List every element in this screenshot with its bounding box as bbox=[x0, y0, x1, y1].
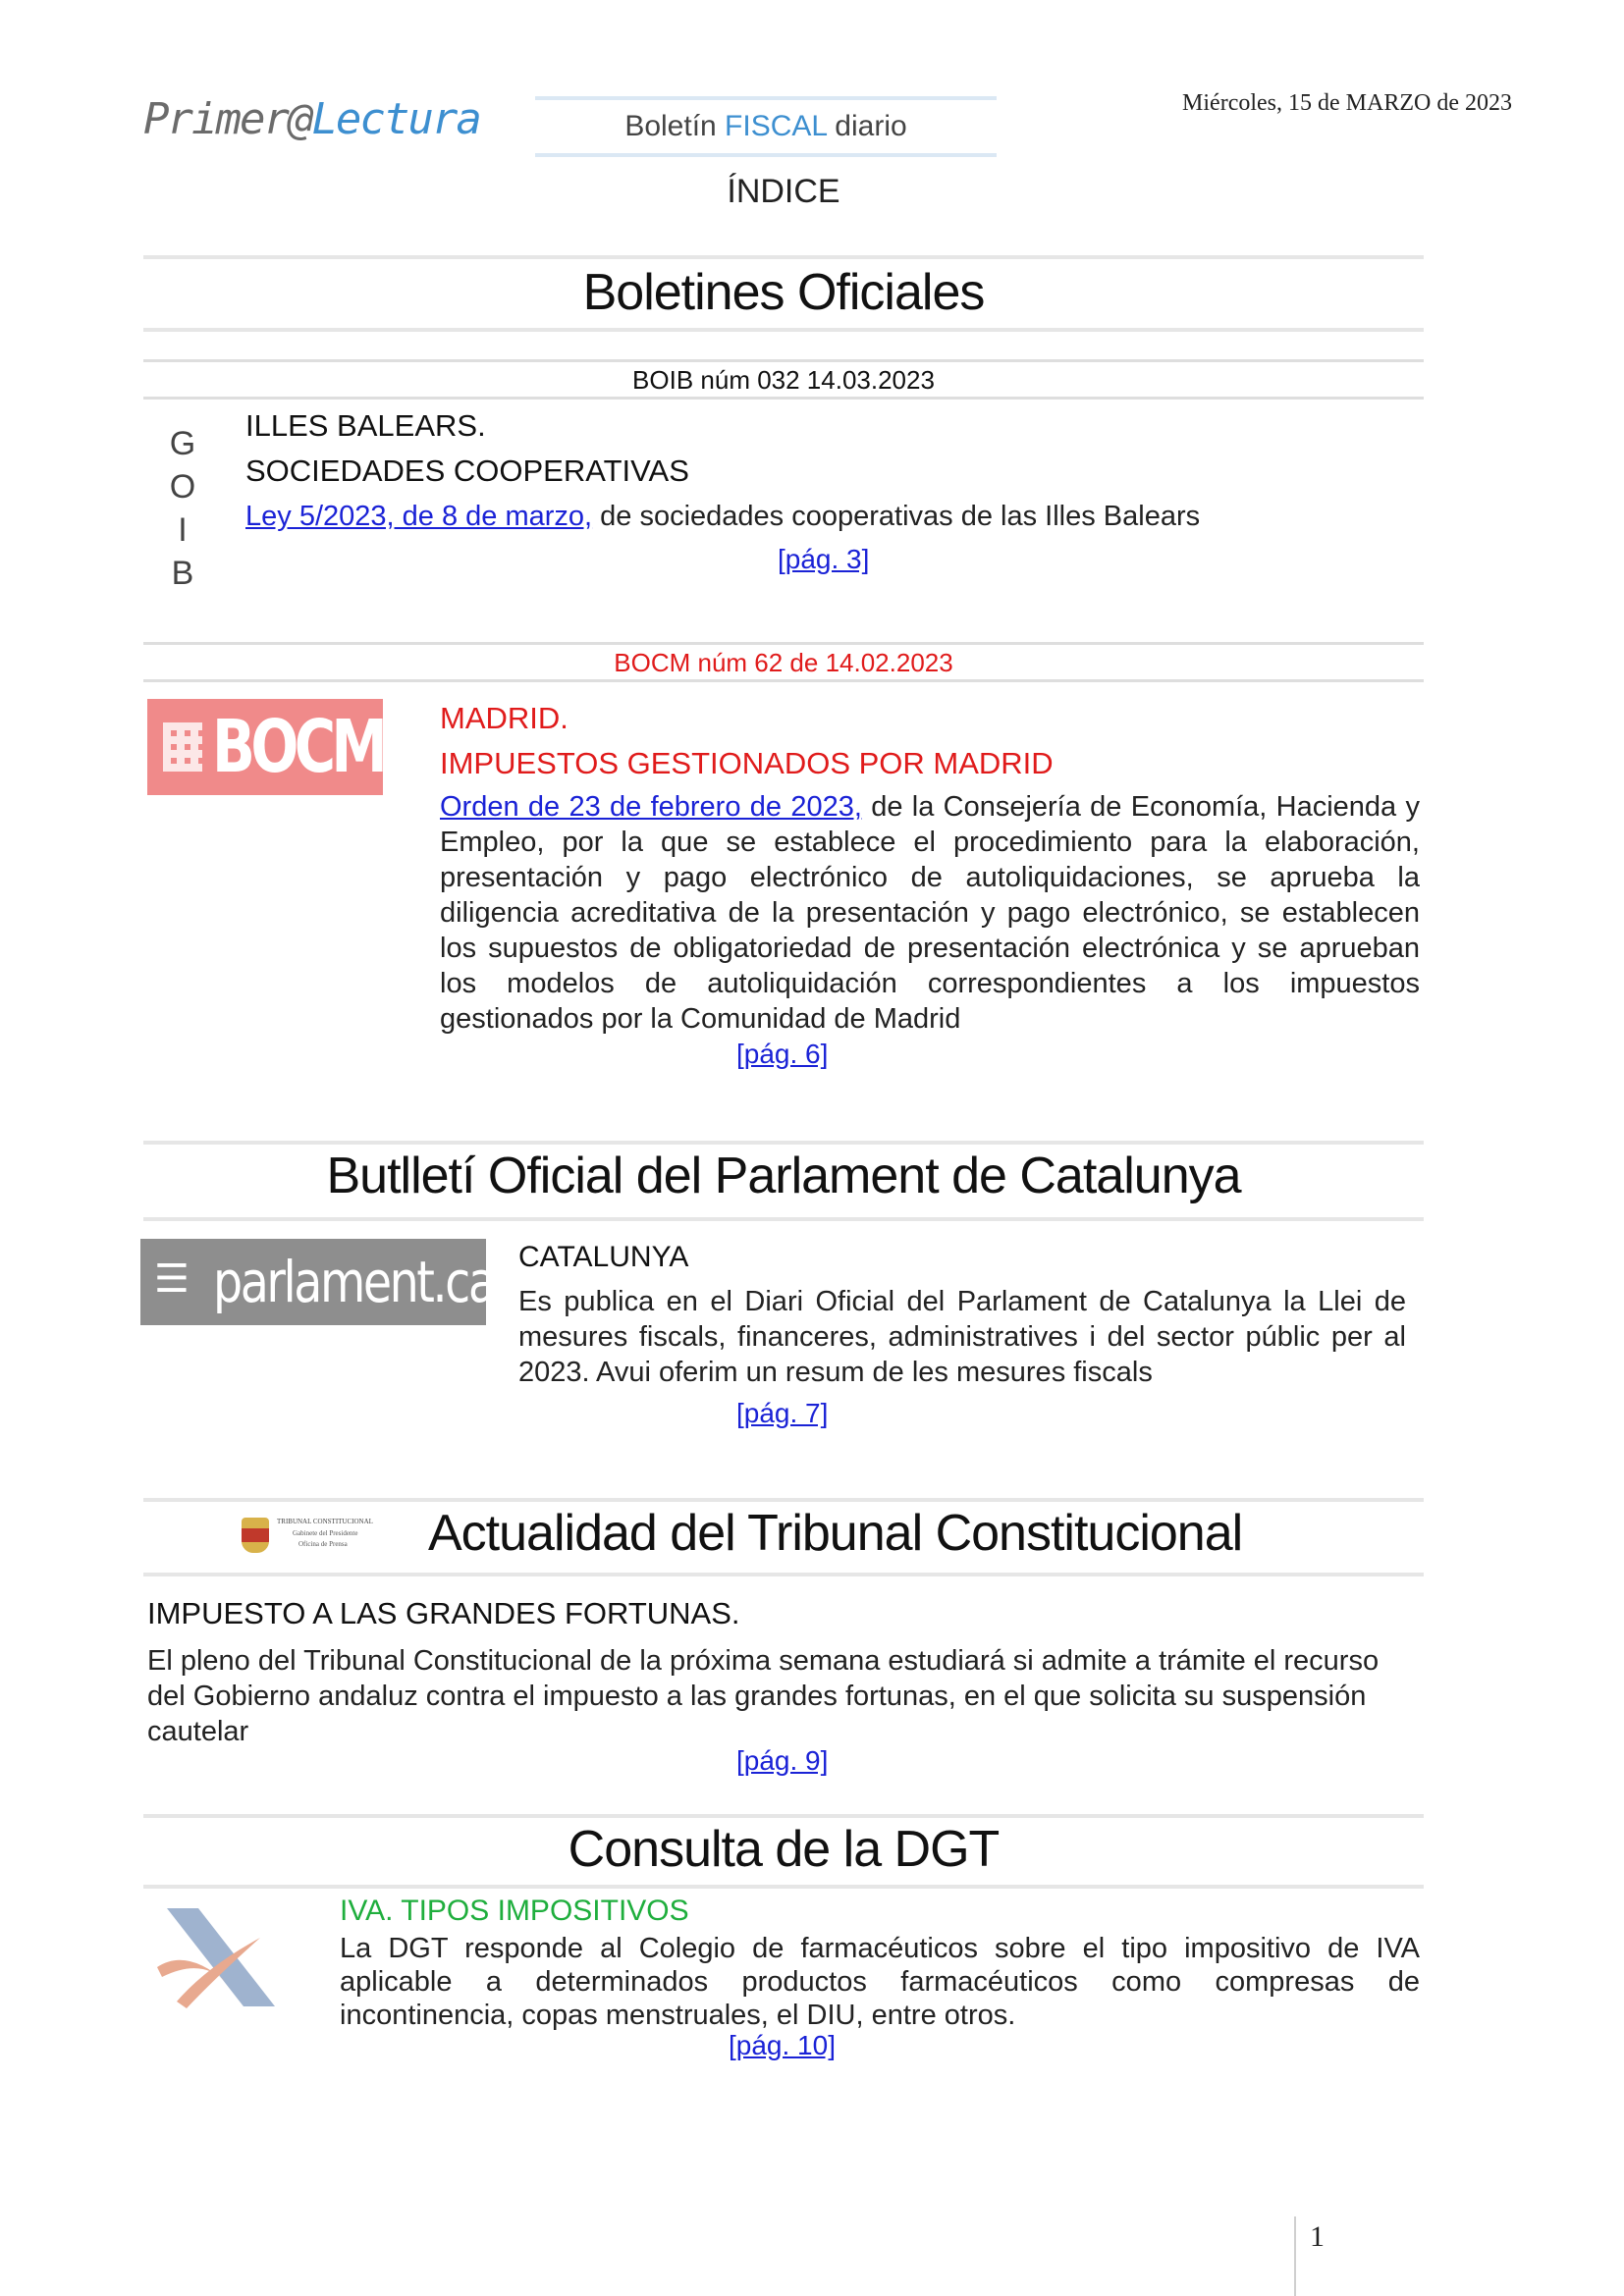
parlament-logo-text: parlament.cat bbox=[213, 1249, 511, 1315]
divider bbox=[143, 359, 1424, 362]
tribunal-logo-line2: Gabinete del Presidente bbox=[293, 1529, 358, 1537]
divider bbox=[143, 397, 1424, 400]
parlament-page-link[interactable]: [pág. 7] bbox=[736, 1398, 829, 1428]
divider bbox=[143, 1141, 1424, 1145]
boib-law-link[interactable]: Ley 5/2023, de 8 de marzo, bbox=[245, 501, 593, 532]
bocm-topic: IMPUESTOS GESTIONADOS POR MADRID bbox=[440, 746, 1054, 780]
bocm-logo bbox=[147, 699, 383, 795]
bocm-region: MADRID. bbox=[440, 701, 568, 735]
dgt-topic: IVA. TIPOS IMPOSITIVOS bbox=[340, 1895, 689, 1927]
divider bbox=[143, 642, 1424, 645]
goib-letter: G bbox=[169, 425, 196, 462]
divider bbox=[143, 255, 1424, 259]
index-label: ÍNDICE bbox=[727, 173, 840, 210]
boib-page-link[interactable]: [pág. 3] bbox=[778, 544, 870, 574]
brand-part2: Lectura bbox=[311, 94, 480, 144]
coat-of-arms-icon bbox=[242, 1518, 269, 1553]
bocm-page-link[interactable]: [pág. 6] bbox=[736, 1039, 829, 1069]
menu-icon: ☰ bbox=[154, 1257, 189, 1301]
section-title-tribunal: Actualidad del Tribunal Constitucional bbox=[428, 1505, 1243, 1562]
bocm-heading: BOCM núm 62 de 14.02.2023 bbox=[614, 648, 953, 677]
boib-heading: BOIB núm 032 14.03.2023 bbox=[632, 365, 935, 395]
goib-letter: B bbox=[171, 555, 194, 592]
divider bbox=[143, 679, 1424, 682]
bulletin-suffix: diario bbox=[826, 110, 907, 142]
goib-logo bbox=[165, 422, 200, 595]
boib-text: de sociedades cooperativas de las Illes Balears bbox=[592, 501, 1201, 532]
bocm-text: de la Consejería de Economía, Hacienda y Empleo, por la que se establece el procedimiento para la elaboración, presentación y pago electrónico de autoliquidaciones, se aprueba la diligencia acreditativa de la presentación y pago electrónico, se establecen los supuestos de obligatoriedad de presentación electrónica y se aprueban los modelos de autoliquidación correspondientes a los impuestos gestionados por la Comunidad de Madrid bbox=[440, 791, 1420, 1035]
tribunal-logo bbox=[242, 1516, 399, 1555]
divider bbox=[143, 1885, 1424, 1889]
divider bbox=[143, 1217, 1424, 1221]
dgt-description: La DGT responde al Colegio de farmacéuticos sobre el tipo impositivo de IVA aplicable a determinados productos farmacéuticos como compresas de incontinencia, copas menstruales, el DIU, entre otros. bbox=[340, 1933, 1420, 2031]
tribunal-logo-line3: Oficina de Prensa bbox=[298, 1540, 348, 1548]
page-number: 1 bbox=[1310, 2220, 1325, 2253]
boib-description bbox=[245, 499, 1424, 534]
goib-letter: I bbox=[178, 511, 188, 549]
bocm-order-link[interactable]: Orden de 23 de febrero de 2023, bbox=[440, 791, 862, 823]
bocm-logo-grid-icon bbox=[163, 722, 202, 772]
tribunal-page-link[interactable]: [pág. 9] bbox=[736, 1745, 829, 1776]
divider bbox=[143, 1814, 1424, 1818]
section-title-boletines: Boletines Oficiales bbox=[582, 264, 985, 321]
divider bbox=[143, 1498, 1424, 1502]
aeat-logo-icon bbox=[147, 1898, 285, 2016]
parlament-region: CATALUNYA bbox=[518, 1241, 689, 1273]
parlament-logo bbox=[140, 1239, 511, 1325]
tribunal-logo-line1: TRIBUNAL CONSTITUCIONAL bbox=[277, 1518, 373, 1525]
dgt-page-link[interactable]: [pág. 10] bbox=[729, 2030, 836, 2060]
tribunal-topic: IMPUESTO A LAS GRANDES FORTUNAS. bbox=[147, 1596, 740, 1630]
parlament-description: Es publica en el Diari Oficial del Parlament de Catalunya la Llei de mesures fiscals, financeres, administratives i del sector públic per al 2023. Avui oferim un resum de les mesures fiscals bbox=[518, 1286, 1406, 1388]
boib-topic: SOCIEDADES COOPERATIVAS bbox=[245, 454, 689, 488]
bulletin-accent: FISCAL bbox=[725, 110, 827, 142]
bocm-logo-text: BOCM bbox=[212, 705, 383, 789]
brand-logo bbox=[143, 94, 480, 144]
bulletin-box bbox=[535, 96, 997, 157]
bulletin-prefix: Boletín bbox=[624, 110, 726, 142]
aeat-logo bbox=[147, 1898, 285, 2016]
header-date: Miércoles, 15 de MARZO de 2023 bbox=[1182, 90, 1512, 116]
section-title-dgt: Consulta de la DGT bbox=[568, 1821, 1000, 1878]
brand-part1: Primer@ bbox=[143, 94, 312, 144]
divider bbox=[143, 1573, 1424, 1576]
boib-region: ILLES BALEARS. bbox=[245, 408, 486, 443]
tribunal-description: El pleno del Tribunal Constitucional de la próxima semana estudiará si admite a trámite el recurso del Gobierno andaluz contra el impuesto a las grandes fortunas, en el que solicita su suspensión cautelar bbox=[147, 1645, 1380, 1747]
section-title-parlament: Butlletí Oficial del Parlament de Catalunya bbox=[326, 1148, 1241, 1204]
divider bbox=[143, 328, 1424, 332]
goib-letter: O bbox=[169, 468, 196, 506]
footer-divider bbox=[1294, 2216, 1296, 2296]
bocm-description bbox=[440, 789, 1420, 1037]
